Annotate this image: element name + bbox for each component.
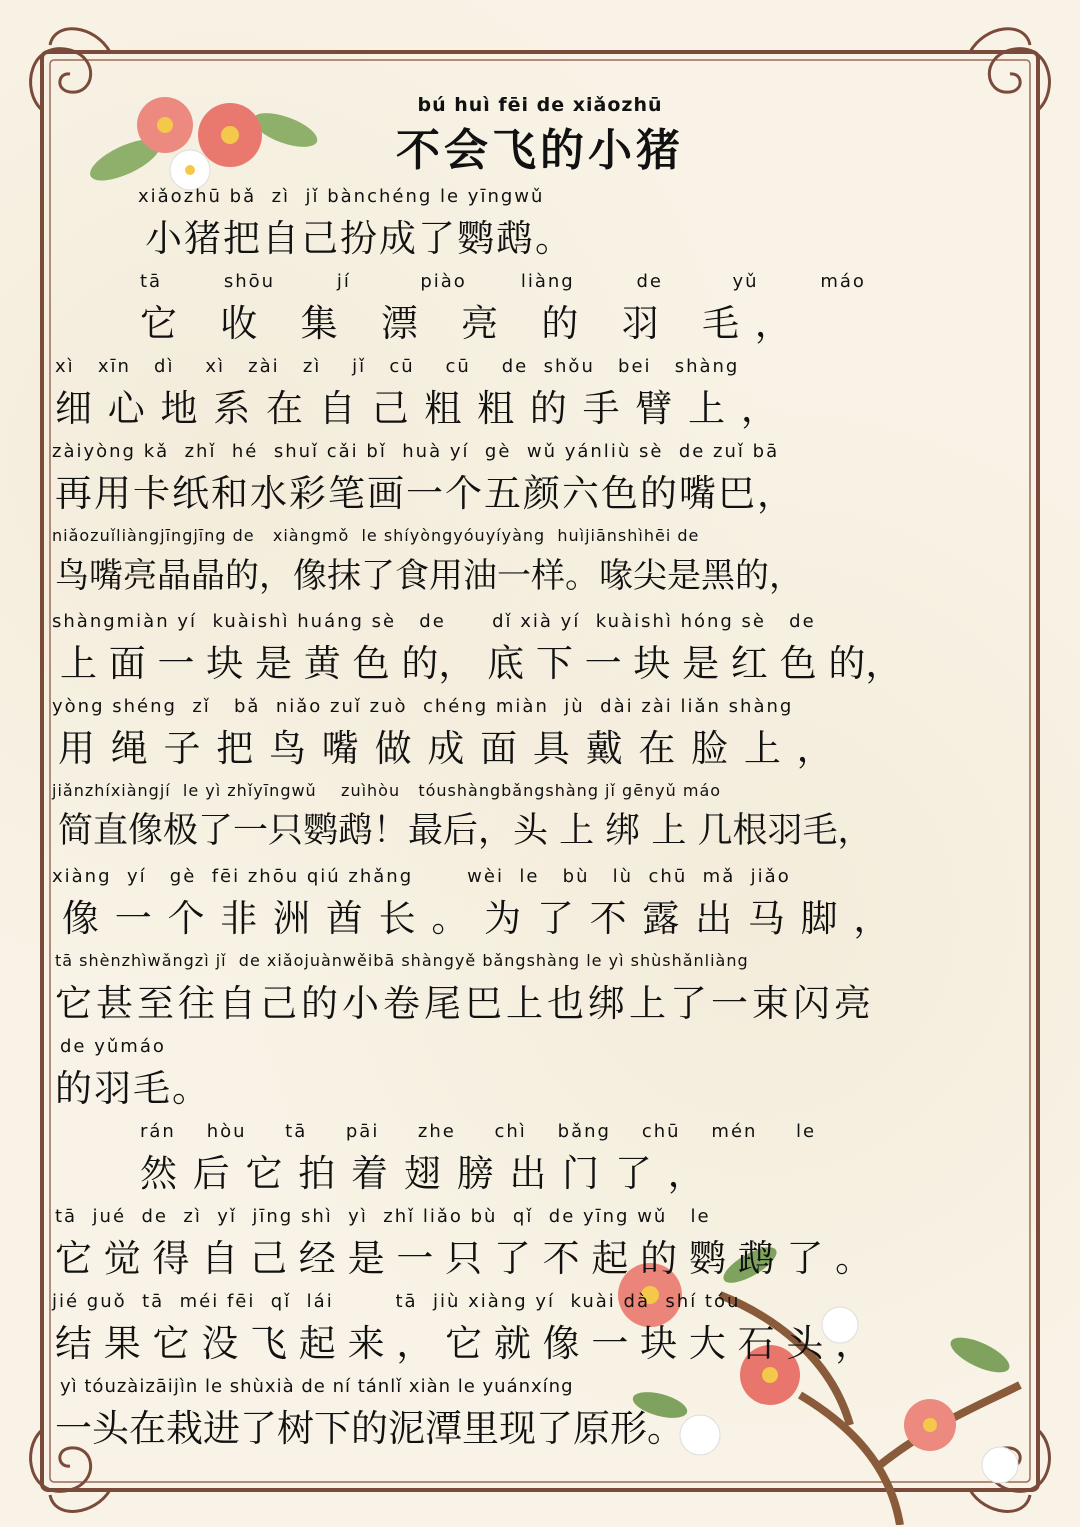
line-text: 鸟嘴亮晶晶的，像抹了食用油一样。喙尖是黑的， xyxy=(55,556,803,596)
line-pinyin: jiǎnzhíxiàngjí le yì zhǐyīngwǔ zuìhòu tóushàngbǎngshàng jǐ gēnyǔ máo xyxy=(52,781,722,800)
line-pinyin: xiàng yí gè fēi zhōu qiú zhǎng wèi le bù lù chū mǎ jiǎo xyxy=(52,866,791,887)
line-pinyin: jié guǒ tā méi fēi qǐ lái tā jiù xiàng yí kuài dà shí tóu xyxy=(52,1291,741,1312)
line-text: 它甚至往自己的小卷尾巴上也绑上了一束闪亮 xyxy=(55,982,875,1025)
line-pinyin: rán hòu tā pāi zhe chì bǎng chū mén le xyxy=(140,1121,817,1142)
line-pinyin: yì tóuzàizāijìn le shùxià de ní tánlǐ xiàn le yuánxíng xyxy=(60,1376,574,1397)
line-text: 然 后 它 拍 着 翅 膀 出 门 了 ， xyxy=(140,1152,707,1195)
line-text: 它 觉 得 自 己 经 是 一 只 了 不 起 的 鹦 鹉 了 。 xyxy=(55,1237,873,1280)
line-text: 用 绳 子 把 鸟 嘴 做 成 面 具 戴 在 脸 上 ， xyxy=(58,727,836,770)
title-pinyin: bú huì fēi de xiǎozhū xyxy=(417,94,663,116)
line-text: 上 面 一 块 是 黄 色 的， 底 下 一 块 是 红 色 的， xyxy=(60,642,903,685)
line-text: 的羽毛。 xyxy=(55,1067,211,1110)
title-text: 不会飞的小猪 xyxy=(396,125,684,176)
line-text: 它 收 集 漂 亮 的 羽 毛 ， xyxy=(140,302,794,345)
line-text: 再用卡纸和水彩笔画一个五颜六色的嘴巴， xyxy=(55,472,796,515)
line-text: 小猪把自己扮成了鹦鹉。 xyxy=(145,217,574,260)
line-pinyin: zàiyòng kǎ zhǐ hé shuǐ cǎi bǐ huà yí gè wǔ yánliù sè de zuǐ bā xyxy=(52,441,780,462)
line-text: 简直像极了一只鹦鹉！最后，头 上 绑 上 几根羽毛， xyxy=(58,811,873,851)
line-pinyin: de yǔmáo xyxy=(60,1036,166,1057)
line-text: 像 一 个 非 洲 酋 长 。 为 了 不 露 出 马 脚 ， xyxy=(62,897,893,940)
title-block xyxy=(0,94,1080,178)
line-pinyin: tā shènzhìwǎngzì jǐ de xiǎojuànwěibā shàngyě bǎngshàng le yì shùshǎnliàng xyxy=(55,951,749,970)
line-text: 细 心 地 系 在 自 己 粗 粗 的 手 臂 上 ， xyxy=(55,387,780,430)
line-text: 一头在栽进了树下的泥潭里现了原形。 xyxy=(55,1407,684,1450)
line-text: 结 果 它 没 飞 起 来 ， 它 就 像 一 块 大 石 头 ， xyxy=(55,1322,873,1365)
line-pinyin: shàngmiàn yí kuàishì huáng sè de dǐ xià yí kuàishì hóng sè de xyxy=(52,611,816,632)
line-pinyin: yòng shéng zǐ bǎ niǎo zuǐ zuò chéng miàn jù dài zài liǎn shàng xyxy=(52,696,794,717)
line-pinyin: xì xīn dì xì zài zì jǐ cū cū de shǒu bei shàng xyxy=(55,356,740,377)
line-pinyin: tā shōu jí piào liàng de yǔ máo xyxy=(140,271,866,292)
line-pinyin: niǎozuǐliàngjīngjīng de xiàngmǒ le shíyòngyóuyíyàng huìjiānshìhēi de xyxy=(52,526,700,545)
line-pinyin: tā jué de zì yǐ jīng shì yì zhǐ liǎo bù qǐ de yīng wǔ le xyxy=(55,1206,711,1227)
line-pinyin: xiǎozhū bǎ zì jǐ bànchéng le yīngwǔ xyxy=(138,186,545,207)
